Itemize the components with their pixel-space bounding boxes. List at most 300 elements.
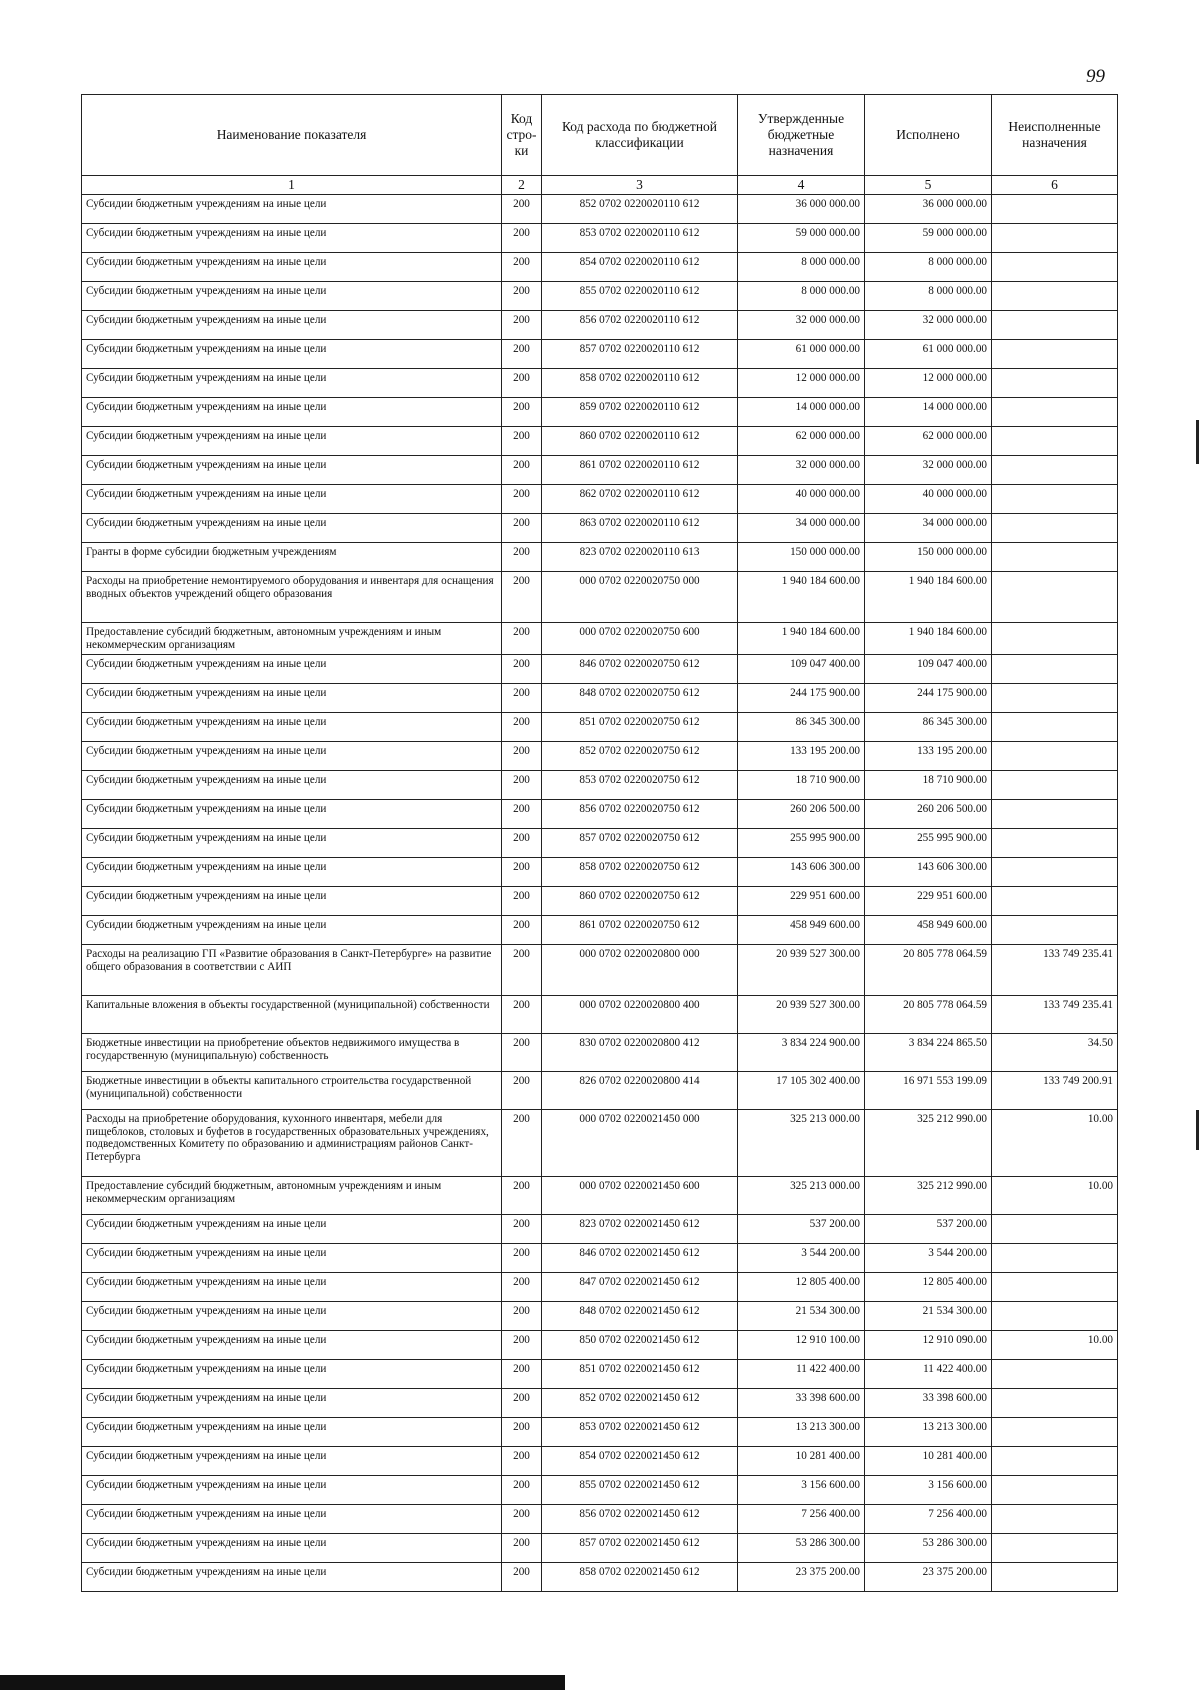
row-expense-code: 853 0702 0220020750 612 bbox=[542, 771, 738, 800]
table-row bbox=[82, 771, 1118, 800]
column-number: 3 bbox=[542, 176, 738, 195]
row-unexecuted: 133 749 235.41 bbox=[992, 996, 1118, 1034]
table-row bbox=[82, 514, 1118, 543]
row-unexecuted bbox=[992, 742, 1118, 771]
row-name: Капитальные вложения в объекты государственной (муниципальной) собственности bbox=[82, 996, 502, 1034]
row-executed: 3 156 600.00 bbox=[865, 1476, 992, 1505]
table-row bbox=[82, 945, 1118, 996]
row-unexecuted bbox=[992, 340, 1118, 369]
row-expense-code: 856 0702 0220021450 612 bbox=[542, 1505, 738, 1534]
row-name: Субсидии бюджетным учреждениям на иные цели bbox=[82, 1389, 502, 1418]
row-approved: 53 286 300.00 bbox=[738, 1534, 865, 1563]
row-approved: 20 939 527 300.00 bbox=[738, 996, 865, 1034]
row-line-code: 200 bbox=[502, 1302, 542, 1331]
row-expense-code: 846 0702 0220020750 612 bbox=[542, 655, 738, 684]
table-row bbox=[82, 1302, 1118, 1331]
row-executed: 255 995 900.00 bbox=[865, 829, 992, 858]
table-row bbox=[82, 1331, 1118, 1360]
table-row bbox=[82, 1034, 1118, 1072]
row-expense-code: 861 0702 0220020110 612 bbox=[542, 456, 738, 485]
row-line-code: 200 bbox=[502, 1331, 542, 1360]
table-row bbox=[82, 253, 1118, 282]
row-executed: 325 212 990.00 bbox=[865, 1177, 992, 1215]
row-executed: 260 206 500.00 bbox=[865, 800, 992, 829]
row-line-code: 200 bbox=[502, 684, 542, 713]
row-expense-code: 000 0702 0220020800 000 bbox=[542, 945, 738, 996]
row-line-code: 200 bbox=[502, 572, 542, 623]
row-line-code: 200 bbox=[502, 1476, 542, 1505]
table-row bbox=[82, 1273, 1118, 1302]
row-name: Субсидии бюджетным учреждениям на иные цели bbox=[82, 916, 502, 945]
column-number: 1 bbox=[82, 176, 502, 195]
row-unexecuted bbox=[992, 543, 1118, 572]
row-approved: 133 195 200.00 bbox=[738, 742, 865, 771]
row-line-code: 200 bbox=[502, 916, 542, 945]
row-unexecuted bbox=[992, 485, 1118, 514]
table-row bbox=[82, 427, 1118, 456]
row-unexecuted bbox=[992, 858, 1118, 887]
row-executed: 59 000 000.00 bbox=[865, 224, 992, 253]
row-name: Бюджетные инвестиции на приобретение объектов недвижимого имущества в государственную (муниципальную) собственность bbox=[82, 1034, 502, 1072]
row-approved: 61 000 000.00 bbox=[738, 340, 865, 369]
row-line-code: 200 bbox=[502, 1563, 542, 1592]
row-expense-code: 823 0702 0220020110 613 bbox=[542, 543, 738, 572]
row-line-code: 200 bbox=[502, 456, 542, 485]
row-approved: 8 000 000.00 bbox=[738, 282, 865, 311]
row-approved: 3 834 224 900.00 bbox=[738, 1034, 865, 1072]
row-expense-code: 000 0702 0220020800 400 bbox=[542, 996, 738, 1034]
row-name: Субсидии бюджетным учреждениям на иные цели bbox=[82, 369, 502, 398]
row-executed: 458 949 600.00 bbox=[865, 916, 992, 945]
row-approved: 1 940 184 600.00 bbox=[738, 623, 865, 655]
row-line-code: 200 bbox=[502, 800, 542, 829]
row-unexecuted bbox=[992, 1244, 1118, 1273]
row-name: Субсидии бюджетным учреждениям на иные цели bbox=[82, 858, 502, 887]
row-unexecuted bbox=[992, 311, 1118, 340]
row-expense-code: 857 0702 0220020110 612 bbox=[542, 340, 738, 369]
row-executed: 36 000 000.00 bbox=[865, 195, 992, 224]
table-row bbox=[82, 1563, 1118, 1592]
row-line-code: 200 bbox=[502, 543, 542, 572]
row-unexecuted bbox=[992, 684, 1118, 713]
row-expense-code: 862 0702 0220020110 612 bbox=[542, 485, 738, 514]
row-name: Субсидии бюджетным учреждениям на иные цели bbox=[82, 771, 502, 800]
row-name: Субсидии бюджетным учреждениям на иные цели bbox=[82, 655, 502, 684]
row-unexecuted bbox=[992, 1505, 1118, 1534]
table-row bbox=[82, 996, 1118, 1034]
row-unexecuted bbox=[992, 572, 1118, 623]
row-expense-code: 856 0702 0220020750 612 bbox=[542, 800, 738, 829]
row-executed: 143 606 300.00 bbox=[865, 858, 992, 887]
table-row bbox=[82, 398, 1118, 427]
column-number: 2 bbox=[502, 176, 542, 195]
row-line-code: 200 bbox=[502, 398, 542, 427]
row-line-code: 200 bbox=[502, 945, 542, 996]
row-approved: 34 000 000.00 bbox=[738, 514, 865, 543]
row-unexecuted bbox=[992, 514, 1118, 543]
row-name: Субсидии бюджетным учреждениям на иные цели bbox=[82, 829, 502, 858]
row-approved: 86 345 300.00 bbox=[738, 713, 865, 742]
header-expense-code: Код расхода по бюджетной классификации bbox=[542, 95, 738, 176]
row-approved: 7 256 400.00 bbox=[738, 1505, 865, 1534]
row-unexecuted bbox=[992, 427, 1118, 456]
row-executed: 8 000 000.00 bbox=[865, 282, 992, 311]
row-expense-code: 861 0702 0220020750 612 bbox=[542, 916, 738, 945]
row-approved: 12 805 400.00 bbox=[738, 1273, 865, 1302]
row-line-code: 200 bbox=[502, 1534, 542, 1563]
table-row bbox=[82, 369, 1118, 398]
row-expense-code: 848 0702 0220020750 612 bbox=[542, 684, 738, 713]
row-approved: 32 000 000.00 bbox=[738, 456, 865, 485]
row-expense-code: 855 0702 0220020110 612 bbox=[542, 282, 738, 311]
table-row bbox=[82, 1447, 1118, 1476]
row-executed: 33 398 600.00 bbox=[865, 1389, 992, 1418]
row-unexecuted bbox=[992, 916, 1118, 945]
row-executed: 21 534 300.00 bbox=[865, 1302, 992, 1331]
row-expense-code: 823 0702 0220021450 612 bbox=[542, 1215, 738, 1244]
row-unexecuted bbox=[992, 282, 1118, 311]
row-executed: 11 422 400.00 bbox=[865, 1360, 992, 1389]
row-expense-code: 000 0702 0220021450 000 bbox=[542, 1110, 738, 1177]
row-line-code: 200 bbox=[502, 623, 542, 655]
row-name: Субсидии бюджетным учреждениям на иные цели bbox=[82, 514, 502, 543]
row-name: Субсидии бюджетным учреждениям на иные цели bbox=[82, 1534, 502, 1563]
row-approved: 11 422 400.00 bbox=[738, 1360, 865, 1389]
row-name: Гранты в форме субсидии бюджетным учреждениям bbox=[82, 543, 502, 572]
row-expense-code: 851 0702 0220020750 612 bbox=[542, 713, 738, 742]
row-name: Субсидии бюджетным учреждениям на иные цели bbox=[82, 1563, 502, 1592]
page-number: 99 bbox=[1086, 66, 1105, 87]
table-row bbox=[82, 1072, 1118, 1110]
table-row bbox=[82, 1177, 1118, 1215]
row-line-code: 200 bbox=[502, 1244, 542, 1273]
row-approved: 143 606 300.00 bbox=[738, 858, 865, 887]
row-executed: 1 940 184 600.00 bbox=[865, 623, 992, 655]
row-executed: 12 805 400.00 bbox=[865, 1273, 992, 1302]
row-expense-code: 852 0702 0220021450 612 bbox=[542, 1389, 738, 1418]
row-name: Субсидии бюджетным учреждениям на иные цели bbox=[82, 1418, 502, 1447]
table-row bbox=[82, 456, 1118, 485]
row-expense-code: 863 0702 0220020110 612 bbox=[542, 514, 738, 543]
row-approved: 325 213 000.00 bbox=[738, 1110, 865, 1177]
table-row bbox=[82, 195, 1118, 224]
row-expense-code: 000 0702 0220020750 600 bbox=[542, 623, 738, 655]
row-expense-code: 856 0702 0220020110 612 bbox=[542, 311, 738, 340]
row-approved: 8 000 000.00 bbox=[738, 253, 865, 282]
row-approved: 229 951 600.00 bbox=[738, 887, 865, 916]
row-unexecuted: 10.00 bbox=[992, 1331, 1118, 1360]
row-approved: 13 213 300.00 bbox=[738, 1418, 865, 1447]
row-approved: 32 000 000.00 bbox=[738, 311, 865, 340]
table-row bbox=[82, 1505, 1118, 1534]
row-unexecuted bbox=[992, 1215, 1118, 1244]
row-name: Субсидии бюджетным учреждениям на иные цели bbox=[82, 485, 502, 514]
row-executed: 53 286 300.00 bbox=[865, 1534, 992, 1563]
row-expense-code: 000 0702 0220020750 000 bbox=[542, 572, 738, 623]
row-expense-code: 000 0702 0220021450 600 bbox=[542, 1177, 738, 1215]
table-row bbox=[82, 340, 1118, 369]
row-approved: 325 213 000.00 bbox=[738, 1177, 865, 1215]
row-name: Субсидии бюджетным учреждениям на иные цели bbox=[82, 253, 502, 282]
row-executed: 14 000 000.00 bbox=[865, 398, 992, 427]
row-line-code: 200 bbox=[502, 742, 542, 771]
row-expense-code: 859 0702 0220020110 612 bbox=[542, 398, 738, 427]
row-name: Субсидии бюджетным учреждениям на иные цели bbox=[82, 1215, 502, 1244]
row-expense-code: 857 0702 0220021450 612 bbox=[542, 1534, 738, 1563]
table-header-row bbox=[82, 95, 1118, 176]
row-name: Предоставление субсидий бюджетным, автономным учреждениям и иным некоммерческим организациям bbox=[82, 623, 502, 655]
row-unexecuted bbox=[992, 800, 1118, 829]
row-unexecuted bbox=[992, 829, 1118, 858]
row-approved: 23 375 200.00 bbox=[738, 1563, 865, 1592]
row-expense-code: 854 0702 0220021450 612 bbox=[542, 1447, 738, 1476]
row-name: Субсидии бюджетным учреждениям на иные цели bbox=[82, 282, 502, 311]
row-executed: 20 805 778 064.59 bbox=[865, 945, 992, 996]
column-number: 5 bbox=[865, 176, 992, 195]
row-unexecuted bbox=[992, 195, 1118, 224]
row-expense-code: 846 0702 0220021450 612 bbox=[542, 1244, 738, 1273]
row-approved: 1 940 184 600.00 bbox=[738, 572, 865, 623]
row-name: Субсидии бюджетным учреждениям на иные цели bbox=[82, 742, 502, 771]
table-row bbox=[82, 829, 1118, 858]
header-approved: Утвержденные бюджетные назначения bbox=[738, 95, 865, 176]
row-approved: 244 175 900.00 bbox=[738, 684, 865, 713]
row-approved: 62 000 000.00 bbox=[738, 427, 865, 456]
table-row bbox=[82, 1215, 1118, 1244]
row-expense-code: 851 0702 0220021450 612 bbox=[542, 1360, 738, 1389]
row-name: Субсидии бюджетным учреждениям на иные цели bbox=[82, 1244, 502, 1273]
table-row bbox=[82, 1360, 1118, 1389]
row-unexecuted bbox=[992, 713, 1118, 742]
row-name: Субсидии бюджетным учреждениям на иные цели bbox=[82, 1331, 502, 1360]
row-line-code: 200 bbox=[502, 340, 542, 369]
row-line-code: 200 bbox=[502, 224, 542, 253]
row-approved: 537 200.00 bbox=[738, 1215, 865, 1244]
row-line-code: 200 bbox=[502, 1360, 542, 1389]
row-unexecuted bbox=[992, 1563, 1118, 1592]
row-name: Субсидии бюджетным учреждениям на иные цели bbox=[82, 195, 502, 224]
row-executed: 40 000 000.00 bbox=[865, 485, 992, 514]
row-line-code: 200 bbox=[502, 1110, 542, 1177]
row-approved: 3 156 600.00 bbox=[738, 1476, 865, 1505]
row-line-code: 200 bbox=[502, 655, 542, 684]
row-expense-code: 858 0702 0220020110 612 bbox=[542, 369, 738, 398]
row-line-code: 200 bbox=[502, 829, 542, 858]
row-name: Субсидии бюджетным учреждениям на иные цели bbox=[82, 456, 502, 485]
row-approved: 14 000 000.00 bbox=[738, 398, 865, 427]
row-expense-code: 826 0702 0220020800 414 bbox=[542, 1072, 738, 1110]
row-executed: 150 000 000.00 bbox=[865, 543, 992, 572]
row-executed: 20 805 778 064.59 bbox=[865, 996, 992, 1034]
row-approved: 33 398 600.00 bbox=[738, 1389, 865, 1418]
row-line-code: 200 bbox=[502, 713, 542, 742]
row-expense-code: 854 0702 0220020110 612 bbox=[542, 253, 738, 282]
row-approved: 18 710 900.00 bbox=[738, 771, 865, 800]
row-expense-code: 848 0702 0220021450 612 bbox=[542, 1302, 738, 1331]
row-line-code: 200 bbox=[502, 887, 542, 916]
row-name: Расходы на реализацию ГП «Развитие образования в Санкт-Петербурге» на развитие общего образования в соответствии с АИП bbox=[82, 945, 502, 996]
header-executed: Исполнено bbox=[865, 95, 992, 176]
row-unexecuted bbox=[992, 1534, 1118, 1563]
row-executed: 3 834 224 865.50 bbox=[865, 1034, 992, 1072]
row-name: Субсидии бюджетным учреждениям на иные цели bbox=[82, 1273, 502, 1302]
row-approved: 260 206 500.00 bbox=[738, 800, 865, 829]
row-name: Расходы на приобретение оборудования, кухонного инвентаря, мебели для пищеблоков, столовых и буфетов в государственных образовательных учреждениях, подведомственных Комитету по образованию и администрациям районов Санкт-Петербурга bbox=[82, 1110, 502, 1177]
table-row bbox=[82, 623, 1118, 655]
row-executed: 16 971 553 199.09 bbox=[865, 1072, 992, 1110]
row-name: Субсидии бюджетным учреждениям на иные цели bbox=[82, 1476, 502, 1505]
table-row bbox=[82, 1244, 1118, 1273]
row-line-code: 200 bbox=[502, 427, 542, 456]
row-unexecuted bbox=[992, 456, 1118, 485]
table-row bbox=[82, 1110, 1118, 1177]
row-unexecuted bbox=[992, 1273, 1118, 1302]
table-row bbox=[82, 713, 1118, 742]
row-executed: 32 000 000.00 bbox=[865, 456, 992, 485]
row-unexecuted bbox=[992, 398, 1118, 427]
row-unexecuted bbox=[992, 623, 1118, 655]
row-executed: 32 000 000.00 bbox=[865, 311, 992, 340]
column-number: 4 bbox=[738, 176, 865, 195]
row-line-code: 200 bbox=[502, 1034, 542, 1072]
row-line-code: 200 bbox=[502, 282, 542, 311]
row-executed: 23 375 200.00 bbox=[865, 1563, 992, 1592]
row-executed: 62 000 000.00 bbox=[865, 427, 992, 456]
row-line-code: 200 bbox=[502, 858, 542, 887]
table-row bbox=[82, 800, 1118, 829]
column-number-row bbox=[82, 176, 1118, 195]
row-name: Расходы на приобретение немонтируемого оборудования и инвентаря для оснащения вводных объектов учреждений общего образования bbox=[82, 572, 502, 623]
row-approved: 40 000 000.00 bbox=[738, 485, 865, 514]
table-row bbox=[82, 1418, 1118, 1447]
row-unexecuted: 34.50 bbox=[992, 1034, 1118, 1072]
row-unexecuted: 10.00 bbox=[992, 1110, 1118, 1177]
row-unexecuted bbox=[992, 771, 1118, 800]
row-approved: 10 281 400.00 bbox=[738, 1447, 865, 1476]
row-name: Субсидии бюджетным учреждениям на иные цели bbox=[82, 1447, 502, 1476]
row-line-code: 200 bbox=[502, 1389, 542, 1418]
row-executed: 1 940 184 600.00 bbox=[865, 572, 992, 623]
row-name: Субсидии бюджетным учреждениям на иные цели bbox=[82, 887, 502, 916]
row-executed: 18 710 900.00 bbox=[865, 771, 992, 800]
row-executed: 34 000 000.00 bbox=[865, 514, 992, 543]
row-line-code: 200 bbox=[502, 514, 542, 543]
row-unexecuted: 10.00 bbox=[992, 1177, 1118, 1215]
row-name: Субсидии бюджетным учреждениям на иные цели bbox=[82, 340, 502, 369]
row-expense-code: 850 0702 0220021450 612 bbox=[542, 1331, 738, 1360]
row-approved: 20 939 527 300.00 bbox=[738, 945, 865, 996]
row-expense-code: 857 0702 0220020750 612 bbox=[542, 829, 738, 858]
row-executed: 537 200.00 bbox=[865, 1215, 992, 1244]
row-line-code: 200 bbox=[502, 485, 542, 514]
row-line-code: 200 bbox=[502, 1273, 542, 1302]
row-unexecuted bbox=[992, 655, 1118, 684]
row-approved: 109 047 400.00 bbox=[738, 655, 865, 684]
row-executed: 12 910 090.00 bbox=[865, 1331, 992, 1360]
row-name: Субсидии бюджетным учреждениям на иные цели bbox=[82, 311, 502, 340]
row-expense-code: 852 0702 0220020110 612 bbox=[542, 195, 738, 224]
table-row bbox=[82, 684, 1118, 713]
table-row bbox=[82, 655, 1118, 684]
row-approved: 458 949 600.00 bbox=[738, 916, 865, 945]
row-line-code: 200 bbox=[502, 369, 542, 398]
table-row bbox=[82, 742, 1118, 771]
row-unexecuted bbox=[992, 1302, 1118, 1331]
row-name: Субсидии бюджетным учреждениям на иные цели bbox=[82, 1360, 502, 1389]
row-approved: 12 910 100.00 bbox=[738, 1331, 865, 1360]
row-unexecuted bbox=[992, 1418, 1118, 1447]
budget-execution-table bbox=[81, 94, 1118, 1592]
row-unexecuted bbox=[992, 224, 1118, 253]
row-executed: 7 256 400.00 bbox=[865, 1505, 992, 1534]
scan-edge-mark bbox=[1196, 420, 1199, 464]
row-line-code: 200 bbox=[502, 195, 542, 224]
table-row bbox=[82, 282, 1118, 311]
row-unexecuted bbox=[992, 1360, 1118, 1389]
column-number: 6 bbox=[992, 176, 1118, 195]
table-row bbox=[82, 572, 1118, 623]
row-name: Субсидии бюджетным учреждениям на иные цели bbox=[82, 800, 502, 829]
row-executed: 3 544 200.00 bbox=[865, 1244, 992, 1273]
table-row bbox=[82, 1534, 1118, 1563]
row-approved: 21 534 300.00 bbox=[738, 1302, 865, 1331]
row-executed: 8 000 000.00 bbox=[865, 253, 992, 282]
row-expense-code: 855 0702 0220021450 612 bbox=[542, 1476, 738, 1505]
row-executed: 12 000 000.00 bbox=[865, 369, 992, 398]
row-executed: 10 281 400.00 bbox=[865, 1447, 992, 1476]
row-executed: 133 195 200.00 bbox=[865, 742, 992, 771]
row-expense-code: 858 0702 0220021450 612 bbox=[542, 1563, 738, 1592]
row-approved: 17 105 302 400.00 bbox=[738, 1072, 865, 1110]
row-approved: 36 000 000.00 bbox=[738, 195, 865, 224]
row-line-code: 200 bbox=[502, 1447, 542, 1476]
row-name: Предоставление субсидий бюджетным, автономным учреждениям и иным некоммерческим организациям bbox=[82, 1177, 502, 1215]
table-row bbox=[82, 858, 1118, 887]
row-unexecuted bbox=[992, 1389, 1118, 1418]
row-line-code: 200 bbox=[502, 1072, 542, 1110]
row-expense-code: 852 0702 0220020750 612 bbox=[542, 742, 738, 771]
row-expense-code: 853 0702 0220020110 612 bbox=[542, 224, 738, 253]
row-expense-code: 858 0702 0220020750 612 bbox=[542, 858, 738, 887]
row-expense-code: 830 0702 0220020800 412 bbox=[542, 1034, 738, 1072]
row-name: Субсидии бюджетным учреждениям на иные цели bbox=[82, 1302, 502, 1331]
row-line-code: 200 bbox=[502, 311, 542, 340]
scan-bottom-bar bbox=[0, 1675, 565, 1690]
row-unexecuted bbox=[992, 253, 1118, 282]
row-line-code: 200 bbox=[502, 996, 542, 1034]
row-executed: 109 047 400.00 bbox=[865, 655, 992, 684]
header-line-code: Код стро- ки bbox=[502, 95, 542, 176]
row-expense-code: 860 0702 0220020110 612 bbox=[542, 427, 738, 456]
row-name: Бюджетные инвестиции в объекты капитального строительства государственной (муниципальной) собственности bbox=[82, 1072, 502, 1110]
row-approved: 12 000 000.00 bbox=[738, 369, 865, 398]
row-executed: 325 212 990.00 bbox=[865, 1110, 992, 1177]
row-executed: 244 175 900.00 bbox=[865, 684, 992, 713]
row-line-code: 200 bbox=[502, 1418, 542, 1447]
table-row bbox=[82, 887, 1118, 916]
row-executed: 61 000 000.00 bbox=[865, 340, 992, 369]
table-row bbox=[82, 224, 1118, 253]
row-unexecuted bbox=[992, 887, 1118, 916]
table-row bbox=[82, 1476, 1118, 1505]
row-unexecuted bbox=[992, 1476, 1118, 1505]
row-expense-code: 847 0702 0220021450 612 bbox=[542, 1273, 738, 1302]
table-row bbox=[82, 1389, 1118, 1418]
row-executed: 13 213 300.00 bbox=[865, 1418, 992, 1447]
scan-edge-mark bbox=[1196, 1110, 1199, 1150]
row-executed: 229 951 600.00 bbox=[865, 887, 992, 916]
row-executed: 86 345 300.00 bbox=[865, 713, 992, 742]
